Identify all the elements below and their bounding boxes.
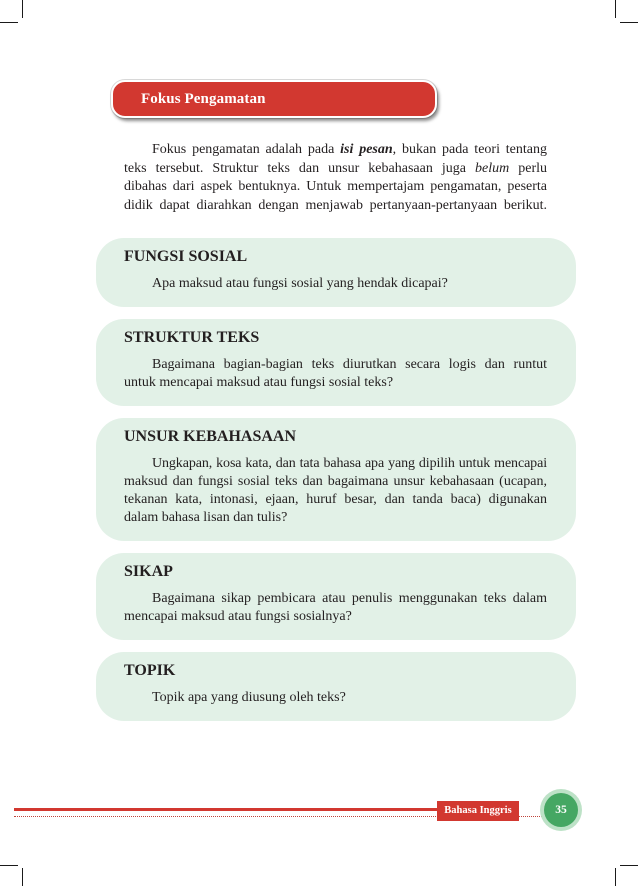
intro-text: didik dapat diarahkan dengan menjawab pertanyaan-pertanyaan berikut. bbox=[124, 197, 547, 213]
box-body-line: maksud dan fungsi sosial teks dan bagaimana unsur kebahasaan (ucapan, bbox=[124, 474, 547, 489]
intro-text: dibahas dari aspek bentuknya. Untuk mempertajam pengamatan, peserta bbox=[124, 179, 547, 194]
crop-mark-bottom-left bbox=[22, 868, 23, 886]
box-body bbox=[124, 455, 547, 527]
box-body-line: Apa maksud atau fungsi sosial yang hendak dicapai? bbox=[152, 276, 448, 291]
emphasis-text: belum bbox=[474, 160, 510, 176]
intro-text: , bukan pada teori tentang bbox=[392, 142, 547, 157]
crop-mark-bottom-left bbox=[0, 865, 18, 866]
box-heading: FUNGSI SOSIAL bbox=[124, 248, 248, 265]
box-heading: STRUKTUR TEKS bbox=[124, 329, 260, 346]
box-topik bbox=[96, 652, 576, 721]
box-unsur-kebahasaan bbox=[96, 418, 576, 541]
crop-mark-bottom-right bbox=[615, 868, 616, 886]
intro-text: teks tersebut. Struktur teks dan unsur kebahasaan juga bbox=[124, 160, 475, 176]
box-body-line: mencapai maksud atau fungsi sosialnya? bbox=[124, 609, 352, 624]
crop-mark-top-left bbox=[22, 0, 23, 18]
box-struktur-teks bbox=[96, 319, 576, 406]
box-heading: SIKAP bbox=[124, 563, 173, 580]
intro-paragraph bbox=[124, 141, 547, 215]
box-body-line: Bagaimana sikap pembicara atau penulis menggunakan teks dalam bbox=[152, 591, 547, 606]
footer-rule bbox=[14, 808, 438, 811]
banner-title: Fokus Pengamatan bbox=[141, 91, 266, 107]
intro-text: perlu bbox=[509, 160, 547, 176]
box-body-line: Ungkapan, kosa kata, dan tata bahasa apa yang dipilih untuk mencapai bbox=[152, 456, 547, 471]
box-body-line: Topik apa yang diusung oleh teks? bbox=[152, 690, 346, 705]
book-title-label: Bahasa Inggris bbox=[437, 801, 519, 821]
box-heading: TOPIK bbox=[124, 662, 176, 679]
crop-mark-bottom-right bbox=[620, 865, 638, 866]
intro-line bbox=[124, 141, 547, 160]
box-body bbox=[124, 689, 547, 707]
crop-mark-top-right bbox=[620, 22, 638, 23]
page-number-badge bbox=[540, 789, 582, 831]
box-fungsi-sosial bbox=[96, 238, 576, 307]
crop-mark-top-left bbox=[0, 22, 18, 23]
intro-line bbox=[124, 178, 547, 197]
box-body bbox=[124, 356, 547, 392]
box-body-line: dalam bahasa lisan dan tulis? bbox=[124, 510, 288, 525]
crop-mark-top-right bbox=[615, 0, 616, 18]
intro-line bbox=[124, 197, 547, 216]
intro-text: Fokus pengamatan adalah pada bbox=[152, 142, 341, 157]
box-heading: UNSUR KEBAHASAAN bbox=[124, 428, 297, 445]
emphasis-text: isi pesan bbox=[340, 142, 393, 157]
box-body bbox=[124, 590, 547, 626]
box-body bbox=[124, 275, 547, 293]
box-sikap bbox=[96, 553, 576, 640]
box-body-line: tekanan kata, intonasi, ejaan, huruf besar, dan tanda baca) digunakan bbox=[124, 492, 547, 507]
section-banner bbox=[111, 80, 437, 118]
intro-line bbox=[124, 160, 547, 179]
box-body-line: untuk mencapai maksud atau fungsi sosial teks? bbox=[124, 375, 394, 390]
question-boxes bbox=[96, 238, 576, 733]
page-number: 35 bbox=[544, 793, 578, 827]
box-body-line: Bagaimana bagian-bagian teks diurutkan secara logis dan runtut bbox=[152, 357, 547, 372]
